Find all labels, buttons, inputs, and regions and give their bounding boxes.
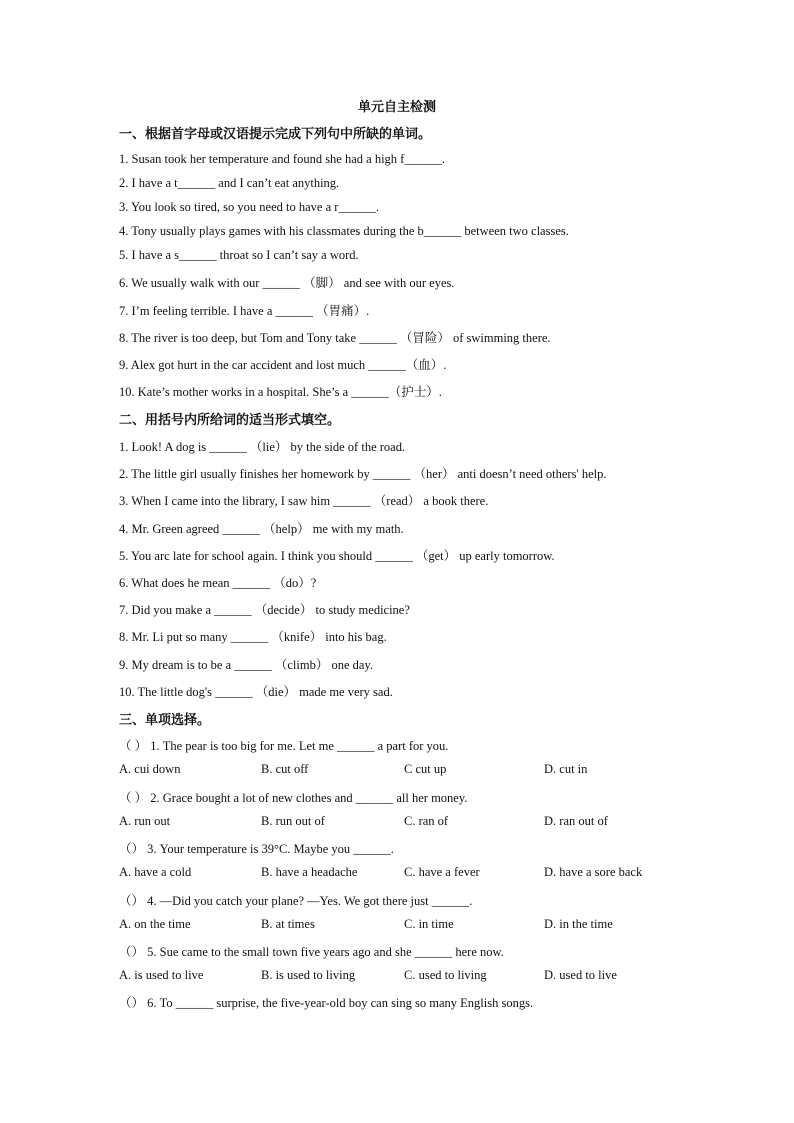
- question-line: 5. You arc late for school again. I think you should ______ （get） up early tomorrow.: [119, 549, 555, 563]
- mc-question-stem: （） 6. To ______ surprise, the five-year-old boy can sing so many English songs.: [119, 996, 534, 1010]
- mc-options-row: [119, 968, 679, 984]
- question-line: 9. Alex got hurt in the car accident and lost much ______（血）.: [119, 358, 447, 372]
- option-b: B. cut off: [261, 762, 309, 776]
- option-c: C. ran of: [404, 814, 449, 828]
- mc-question-stem: （） 3. Your temperature is 39°C. Maybe you ______.: [119, 842, 394, 856]
- question-line: 8. Mr. Li put so many ______ （knife） into his bag.: [119, 630, 387, 644]
- question-line: 8. The river is too deep, but Tom and Tony take ______ （冒险） of swimming there.: [119, 331, 551, 345]
- option-c: C. used to living: [404, 968, 487, 982]
- question-line: 4. Tony usually plays games with his classmates during the b______ between two classes.: [119, 224, 569, 238]
- option-b: B. at times: [261, 917, 315, 931]
- option-d: D. cut in: [544, 762, 588, 776]
- option-d: D. in the time: [544, 917, 613, 931]
- question-line: 1. Look! A dog is ______ （lie） by the side of the road.: [119, 440, 406, 454]
- question-line: 3. When I came into the library, I saw him ______ （read） a book there.: [119, 494, 489, 508]
- option-a: A. cui down: [119, 762, 181, 776]
- mc-options-row: [119, 762, 679, 778]
- option-d: D. ran out of: [544, 814, 608, 828]
- mc-question-stem: （） 5. Sue came to the small town five years ago and she ______ here now.: [119, 945, 504, 959]
- section-1-heading: 一、根据首字母或汉语提示完成下列句中所缺的单词。: [119, 127, 432, 142]
- option-b: B. is used to living: [261, 968, 356, 982]
- mc-options-row: [119, 865, 679, 881]
- option-b: B. have a headache: [261, 865, 358, 879]
- question-line: 3. You look so tired, so you need to have a r______.: [119, 200, 380, 214]
- option-d: D. used to live: [544, 968, 617, 982]
- question-line: 2. The little girl usually finishes her homework by ______ （her） anti doesn’t need others' help.: [119, 467, 607, 481]
- mc-question-stem: （ ） 2. Grace bought a lot of new clothes and ______ all her money.: [119, 791, 468, 805]
- question-line: 4. Mr. Green agreed ______ （help） me with my math.: [119, 522, 404, 536]
- option-d: D. have a sore back: [544, 865, 643, 879]
- option-a: A. run out: [119, 814, 171, 828]
- option-a: A. have a cold: [119, 865, 192, 879]
- page-title: 单元自主检测: [357, 100, 436, 115]
- mc-question-stem: （ ） 1. The pear is too big for me. Let me ______ a part for you.: [119, 739, 449, 753]
- option-a: A. is used to live: [119, 968, 204, 982]
- option-a: A. on the time: [119, 917, 191, 931]
- question-line: 1. Susan took her temperature and found she had a high f______.: [119, 152, 445, 166]
- mc-question-stem: （） 4. —Did you catch your plane? —Yes. We got there just ______.: [119, 894, 473, 908]
- question-line: 5. I have a s______ throat so I can’t say a word.: [119, 248, 359, 262]
- question-line: 7. I’m feeling terrible. I have a ______ （胃痛）.: [119, 304, 370, 318]
- option-c: C. in time: [404, 917, 454, 931]
- question-line: 10. The little dog's ______ （die） made me very sad.: [119, 685, 393, 699]
- mc-options-row: [119, 917, 679, 933]
- mc-options-row: [119, 814, 679, 830]
- question-line: 7. Did you make a ______ （decide） to study medicine?: [119, 603, 410, 617]
- option-b: B. run out of: [261, 814, 325, 828]
- question-line: 9. My dream is to be a ______ （climb） one day.: [119, 658, 374, 672]
- question-line: 6. What does he mean ______ （do）?: [119, 576, 317, 590]
- option-c: C cut up: [404, 762, 447, 776]
- question-line: 10. Kate’s mother works in a hospital. She’s a ______（护士）.: [119, 385, 442, 399]
- question-line: 2. I have a t______ and I can’t eat anything.: [119, 176, 340, 190]
- option-c: C. have a fever: [404, 865, 480, 879]
- section-2-heading: 二、用括号内所给词的适当形式填空。: [119, 413, 341, 428]
- section-3-heading: 三、单项选择。: [119, 713, 211, 728]
- question-line: 6. We usually walk with our ______ （脚） and see with our eyes.: [119, 276, 455, 290]
